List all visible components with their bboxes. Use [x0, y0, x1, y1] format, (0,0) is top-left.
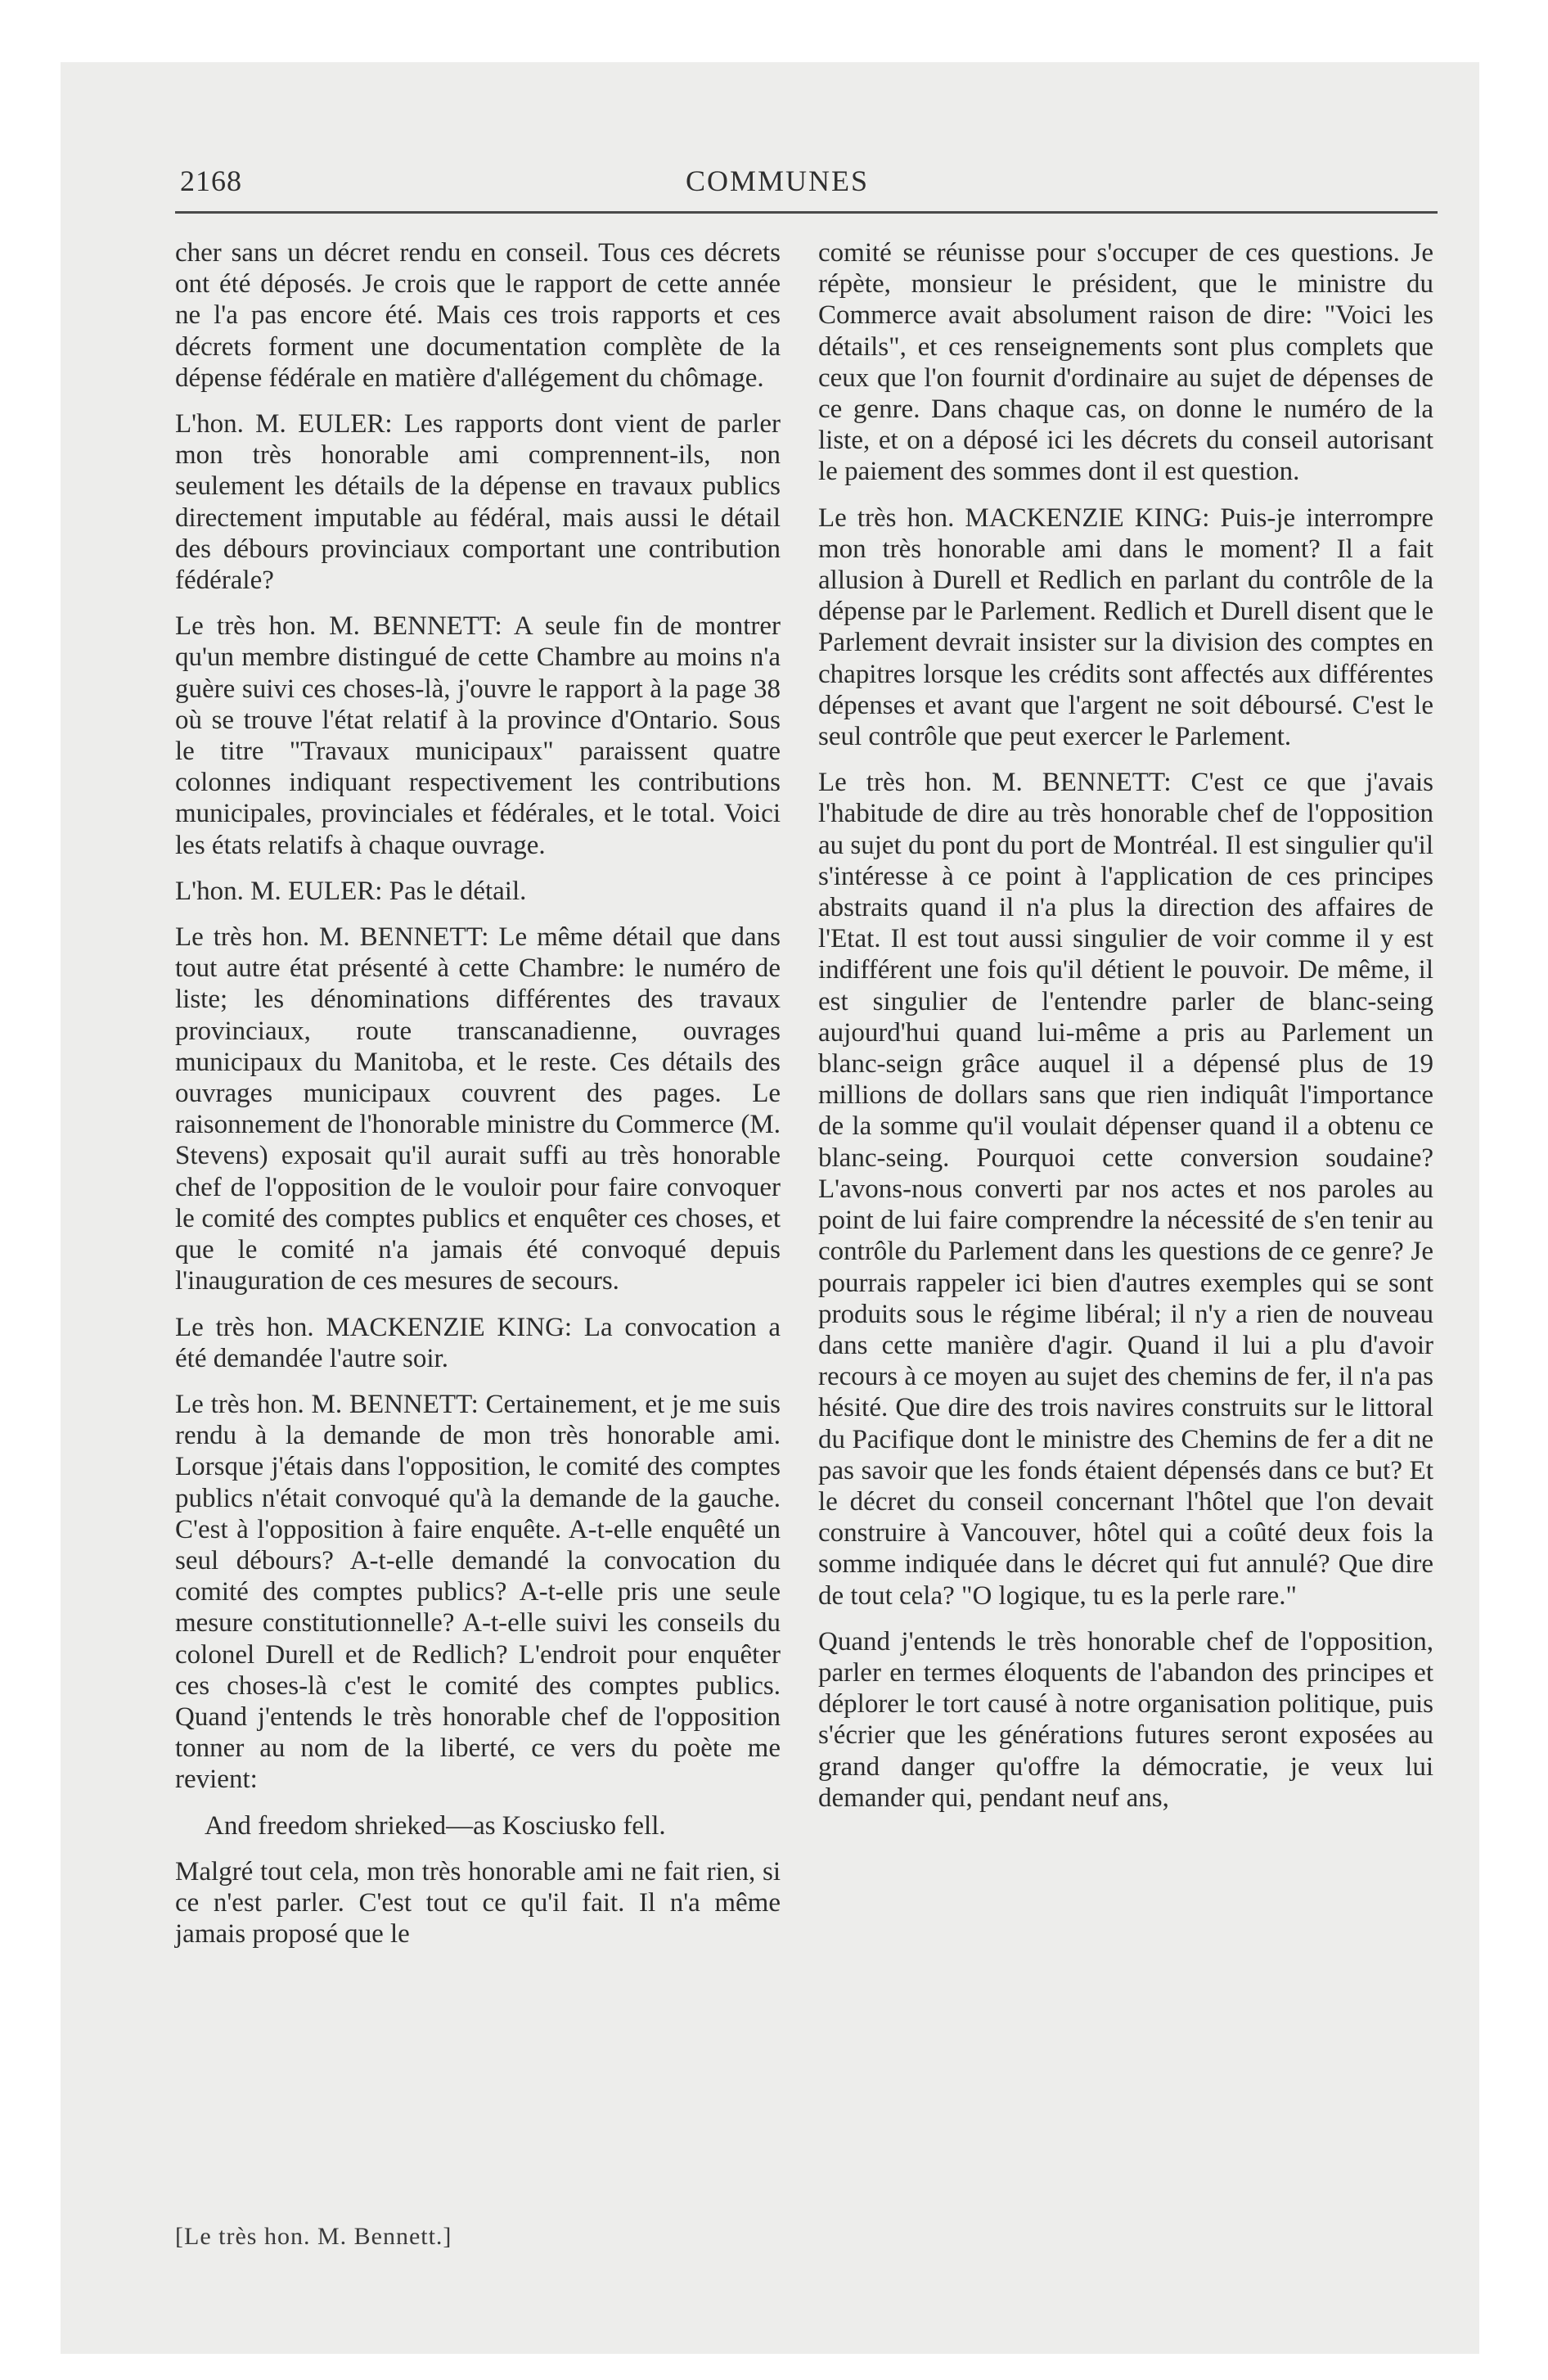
paragraph: Le très hon. MACKENZIE KING: Puis-je interrompre mon très honorable ami dans le moment? Il a fait allusion à Durell et Redlich en parlant du contrôle de la dépense par le Parlement. Redlich et Durell disent que le Parlement devrait insister sur la division des comptes en chapitres lorsque les crédits sont affectés aux différentes dépenses et avant que l'argent ne soit déboursé. C'est le seul contrôle que peut exercer le Parlement.: [818, 503, 1433, 752]
verse-quote: And freedom shrieked—as Kosciusko fell.: [205, 1810, 666, 1841]
paragraph: Le très hon. M. BENNETT: A seule fin de montrer qu'un membre distingué de cette Chambre au moins n'a guère suivi ces choses-là, j'ouvre le rapport à la page 38 où se trouve l'état relatif à la province d'Ontario. Sous le titre "Travaux municipaux" paraissent quatre colonnes indiquant respectivement les contributions municipales, provinciales et fédérales, et le total. Voici les états relatifs à chaque ouvrage.: [175, 611, 781, 860]
header-rule: [175, 211, 1438, 214]
left-column: [175, 237, 781, 1964]
paragraph: cher sans un décret rendu en conseil. Tous ces décrets ont été déposés. Je crois que le rapport de cette année ne l'a pas encore été. Mais ces trois rapports et ces décrets forment une documentation complète de la dépense fédérale en matière d'allégement du chômage.: [175, 238, 781, 393]
speaker-footnote: [Le très hon. M. Bennett.]: [175, 2223, 452, 2250]
running-head: COMMUNES: [685, 165, 870, 197]
paragraph: Le très hon. M. BENNETT: Certainement, et je me suis rendu à la demande de mon très honorable ami. Lorsque j'étais dans l'opposition, le comité des comptes publics n'était convoqué qu'à la demande de la gauche. C'est à l'opposition à faire enquête. A-t-elle enquêté un seul débours? A-t-elle demandé la convocation du comité des comptes publics? A-t-elle pris une seule mesure constitutionnelle? A-t-elle suivi les conseils du colonel Durell et de Redlich? L'endroit pour enquêter ces choses-là c'est le comité des comptes publics. Quand j'entends le très honorable chef de l'opposition tonner au nom de la liberté, ce vers du poète me revient:: [175, 1389, 781, 1795]
page-header: [115, 164, 1440, 213]
right-column: [818, 237, 1433, 1828]
paragraph: comité se réunisse pour s'occuper de ces questions. Je répète, monsieur le président, que le ministre du Commerce avait absolument raison de dire: "Voici les détails", et ces renseignements sont plus complets que ceux que l'on fournit d'ordinaire au sujet de dépenses de ce genre. Dans chaque cas, on donne le numéro de la liste, et on a déposé ici les décrets du conseil autorisant le paiement des sommes dont il est question.: [818, 238, 1433, 487]
paragraph: Quand j'entends le très honorable chef de l'opposition, parler en termes éloquents de l'abandon des principes et déplorer le tort causé à notre organisation politique, puis s'écrier que les générations futures seront exposées au grand danger qu'offre la démocratie, je veux lui demander qui, pendant neuf ans,: [818, 1626, 1433, 1813]
paragraph: L'hon. M. EULER: Pas le détail.: [175, 876, 527, 906]
paragraph: L'hon. M. EULER: Les rapports dont vient de parler mon très honorable ami comprennent-ils, non seulement les détails de la dépense en travaux publics directement imputable au fédéral, mais aussi le détail des débours provinciaux comportant une contribution fédérale?: [175, 409, 781, 596]
paragraph: Le très hon. M. BENNETT: Le même détail que dans tout autre état présenté à cette Chambre: le numéro de liste; les dénominations différentes des travaux provinciaux, route transcanadienne, ouvrages municipaux du Manitoba, et le reste. Ces détails des ouvrages municipaux couvrent des pages. Le raisonnement de l'honorable ministre du Commerce (M. Stevens) exposait qu'il aurait suffi au très honorable chef de l'opposition de le vouloir pour faire convoquer le comité des comptes publics et enquêter ces choses, et que le comité n'a jamais été convoqué depuis l'inauguration de ces mesures de secours.: [175, 922, 781, 1296]
paragraph: Le très hon. MACKENZIE KING: La convocation a été demandée l'autre soir.: [175, 1312, 781, 1373]
paragraph: Le très hon. M. BENNETT: C'est ce que j'avais l'habitude de dire au très honorable chef de l'opposition au sujet du pont du port de Montréal. Il est singulier qu'il s'intéresse à ce point à l'application de ces principes abstraits quand il n'a plus la direction des affaires de l'Etat. Il est tout aussi singulier de voir comme il y est indifférent une fois qu'il détient le pouvoir. De même, il est singulier de l'entendre parler de blanc-seing aujourd'hui quand lui-même a pris au Parlement un blanc-seign grâce auquel il a dépensé plus de 19 millions de dollars sans que rien indiquât l'importance de la somme qu'il voulait dépenser quand il a obtenu ce blanc-seing. Pourquoi cette conversion soudaine? L'avons-nous converti par nos actes et nos paroles au point de lui faire comprendre la nécessité de s'en tenir au contrôle du Parlement dans les questions de ce genre? Je pourrais rappeler ici bien d'autres exemples qui se sont produits sous le régime libéral; il n'y a rien de nouveau dans cette manière d'agir. Quand il lui a plu d'avoir recours à ce moyen au sujet des chemins de fer, il n'a pas hésité. Que dire des trois navires construits sur le littoral du Pacifique dont le ministre des Chemins de fer a dit ne pas savoir que les fonds étaient dépensés dans ce but? Et le décret du conseil concernant l'hôtel que l'on devait construire à Vancouver, hôtel qui a coûté deux fois la somme indiquée dans le décret qui fut annulé? Que dire de tout cela? "O logique, tu es la perle rare.": [818, 768, 1433, 1611]
page-number: 2168: [180, 165, 242, 197]
paragraph: Malgré tout cela, mon très honorable ami ne fait rien, si ce n'est parler. C'est tout ce qu'il fait. Il n'a même jamais proposé que le: [175, 1856, 781, 1950]
